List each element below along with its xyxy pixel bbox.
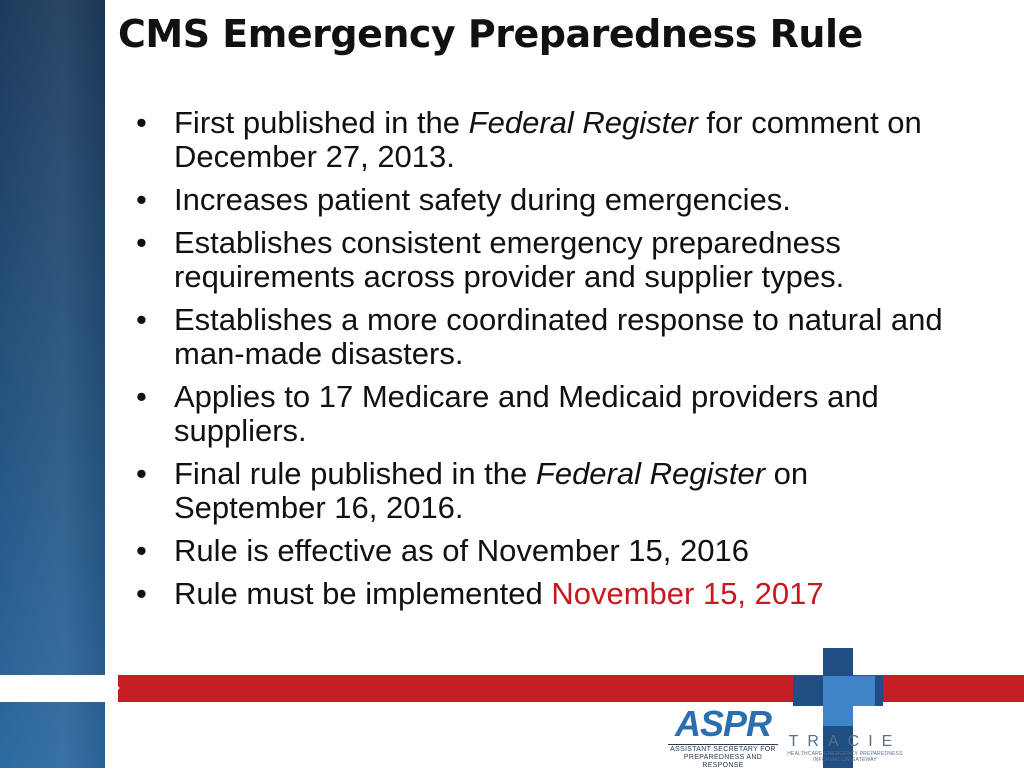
bullet-marker: •	[136, 533, 147, 568]
bullet-item: • Rule must be implemented November 15, 2017	[136, 576, 824, 611]
footer-band-gap	[0, 675, 118, 702]
cross-lower-accent	[823, 706, 853, 726]
tracie-logo-tagline: HEALTHCARE EMERGENCY PREPAREDNESS INFORMATION GATEWAY	[787, 751, 903, 763]
bullet-item: • Establishes a more coordinated response to natural and man-made disasters.	[136, 302, 943, 371]
cross-center	[823, 676, 853, 706]
aspr-logo-wordmark: ASPR	[674, 703, 772, 744]
bullet-item: • First published in the Federal Register for comment on December 27, 2013.	[136, 105, 922, 174]
bullet-item: • Final rule published in the Federal Register on September 16, 2016.	[136, 456, 809, 525]
bullet-list	[130, 106, 960, 620]
bullet-marker: •	[136, 105, 147, 140]
footer-band-arrow	[104, 675, 120, 701]
cross-right-accent	[853, 676, 875, 706]
bullet-item: • Establishes consistent emergency preparedness requirements across provider and supplier types.	[136, 225, 845, 294]
bullet-marker: •	[136, 302, 147, 337]
bullet-marker: •	[136, 379, 147, 414]
bullet-item: • Increases patient safety during emergencies.	[136, 182, 791, 217]
bullet-marker: •	[136, 182, 147, 217]
tracie-logo	[785, 733, 905, 763]
bullet-marker: •	[136, 456, 147, 491]
aspr-logo-tagline: ASSISTANT SECRETARY FOR PREPAREDNESS AND RESPONSE	[668, 744, 778, 770]
slide-title: CMS Emergency Preparedness Rule	[118, 12, 863, 56]
bullet-marker: •	[136, 225, 147, 260]
bullet-item: • Rule is effective as of November 15, 2016	[136, 533, 749, 568]
publication-name: Federal Register	[468, 105, 698, 140]
sidebar-shine	[0, 0, 105, 768]
bullet-marker: •	[136, 576, 147, 611]
tracie-logo-wordmark: TRACIE	[788, 733, 902, 750]
bullet-item: • Applies to 17 Medicare and Medicaid providers and suppliers.	[136, 379, 879, 448]
aspr-logo	[668, 703, 778, 770]
deadline-date: November 15, 2017	[551, 576, 824, 611]
sidebar-decoration	[0, 0, 105, 768]
publication-name: Federal Register	[535, 456, 766, 491]
